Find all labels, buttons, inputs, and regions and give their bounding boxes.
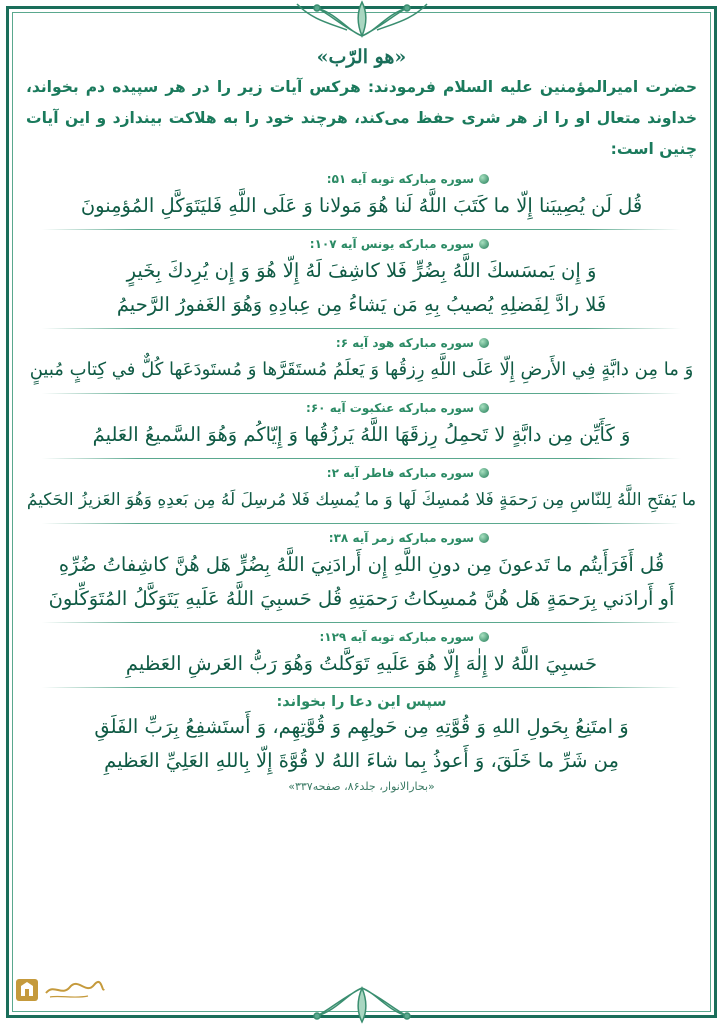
logo-emblem-icon <box>14 977 40 1003</box>
source-citation: «بحارالانوار، جلد۸۶، صفحه۳۳۷» <box>288 780 435 793</box>
surah-label <box>22 234 489 254</box>
verse-line: وَ ما مِن دابَّةٍ فِي الأَرضِ إِلّا عَلَى اللَّهِ رِزقُها وَ يَعلَمُ مُستَقَرَّها وَ مُستَودَعَها كُلٌّ في كِتابٍ مُبينٍ <box>29 359 694 380</box>
bullet-icon <box>479 468 489 478</box>
logo-calligraphy-icon <box>44 979 106 1001</box>
surah-label-text: سوره مبارکه توبه آیه ۵۱: <box>326 172 474 186</box>
prayer-instruction: سپس این دعا را بخواند: <box>276 694 447 710</box>
bullet-icon <box>479 632 489 642</box>
bullet-icon <box>479 403 489 413</box>
verse-line: أَو أَرادَني بِرَحمَةٍ هَل هُنَّ مُمسِكاتُ رَحمَتِهِ قُل حَسبِيَ اللَّهُ عَلَيهِ يَتَوَكَّلُ المُتَوَكِّلونَ <box>48 587 675 610</box>
section-divider <box>42 328 681 329</box>
section-divider <box>42 523 681 524</box>
surah-label <box>22 333 489 353</box>
surah-label-text: سوره مبارکه توبه آیه ۱۲۹: <box>319 630 474 644</box>
surah-label <box>22 463 489 483</box>
publisher-logo <box>14 970 109 1010</box>
verse-line: حَسبِيَ اللَّهُ لا إِلٰهَ إِلّا هُوَ عَلَيهِ تَوَكَّلتُ وَهُوَ رَبُّ العَرشِ العَظيمِ <box>125 652 598 675</box>
verse-line: وَ إِن يَمسَسكَ اللَّهُ بِضُرٍّ فَلا كاشِفَ لَهُ إِلّا هُوَ وَ إِن يُرِدكَ بِخَيرٍ <box>126 259 597 282</box>
surah-label <box>22 169 489 189</box>
surah-label <box>22 398 489 418</box>
section-divider <box>42 687 681 688</box>
verse-line: وَ كَأَيِّن مِن دابَّةٍ لا تَحمِلُ رِزقَهَا اللَّهُ يَرزُقُها وَ إِيّاكُم وَهُوَ السَّميعُ العَليمُ <box>92 423 631 446</box>
verse-line: قُل لَن يُصِيبَنا إِلّا ما كَتَبَ اللَّهُ لَنا هُوَ مَولانا وَ عَلَى اللَّهِ فَليَتَوَكَّلِ المُؤمِنونَ <box>80 194 643 217</box>
verse-line: قُل أَفَرَأَيتُم ما تَدعونَ مِن دونِ اللَّهِ إِن أَرادَنِيَ اللَّهُ بِضُرٍّ هَل هُنَّ كاشِفاتُ ضُرِّهِ <box>58 553 665 576</box>
section-divider <box>42 393 681 394</box>
surah-label-text: سوره مبارکه عنکبوت آیه ۶۰: <box>306 401 474 415</box>
bullet-icon <box>479 533 489 543</box>
prayer-line-2: مِن شَرِّ ما خَلَقَ، وَ أَعوذُ بِما شاءَ اللهُ لا قُوَّةَ إِلّا بِاللهِ العَلِيِّ العَظيمِ <box>104 749 619 772</box>
surah-label-text: سوره مبارکه یونس آیه ۱۰۷: <box>309 237 474 251</box>
verse-section <box>22 234 701 329</box>
verse-section <box>22 528 701 623</box>
surah-label-text: سوره مبارکه فاطر آیه ۲: <box>326 466 474 480</box>
surah-label-text: سوره مبارکه هود آیه ۶: <box>335 336 474 350</box>
page-title: «هو الرّب» <box>316 46 407 68</box>
section-divider <box>42 229 681 230</box>
section-divider <box>42 458 681 459</box>
bullet-icon <box>479 174 489 184</box>
intro-text: حضرت امیرالمؤمنین عليه السلام فرمودند: هرکس آیات زیر را در هر سپیده دم بخواند، خداوند متعال او را از هر شری حفظ می‌کند، هرچند خود را به هلاکت بیندازد و این آیات چنین است: <box>26 78 697 158</box>
content-area <box>22 40 701 793</box>
verse-section <box>22 463 701 524</box>
verse-sections <box>22 169 701 688</box>
verse-line: ما يَفتَحِ اللَّهُ لِلنّاسِ مِن رَحمَةٍ فَلا مُمسِكَ لَها وَ ما يُمسِك فَلا مُرسِلَ لَهُ مِن بَعدِهِ وَهُوَ العَزيزُ الحَكيمُ <box>26 490 697 510</box>
verse-section <box>22 169 701 230</box>
surah-label-text: سوره مبارکه زمر آیه ۳۸: <box>328 531 474 545</box>
verse-section <box>22 398 701 459</box>
top-ornament-icon <box>287 0 437 40</box>
section-divider <box>42 622 681 623</box>
prayer-line-1: وَ امتَنِعُ بِحَولِ اللهِ وَ قُوَّتِهِ مِن حَولِهِم وَ قُوَّتِهِم، وَ أَستَشفِعُ بِرَبِّ الفَلَقِ <box>94 715 629 738</box>
bottom-ornament-icon <box>287 984 437 1024</box>
verse-line: فَلا رادَّ لِفَضلِهِ يُصيبُ بِهِ مَن يَشاءُ مِن عِبادِهِ وَهُوَ الغَفورُ الرَّحيمُ <box>116 293 607 316</box>
surah-label <box>22 528 489 548</box>
verse-section <box>22 627 701 688</box>
bullet-icon <box>479 239 489 249</box>
surah-label <box>22 627 489 647</box>
verse-section <box>22 333 701 394</box>
bullet-icon <box>479 338 489 348</box>
